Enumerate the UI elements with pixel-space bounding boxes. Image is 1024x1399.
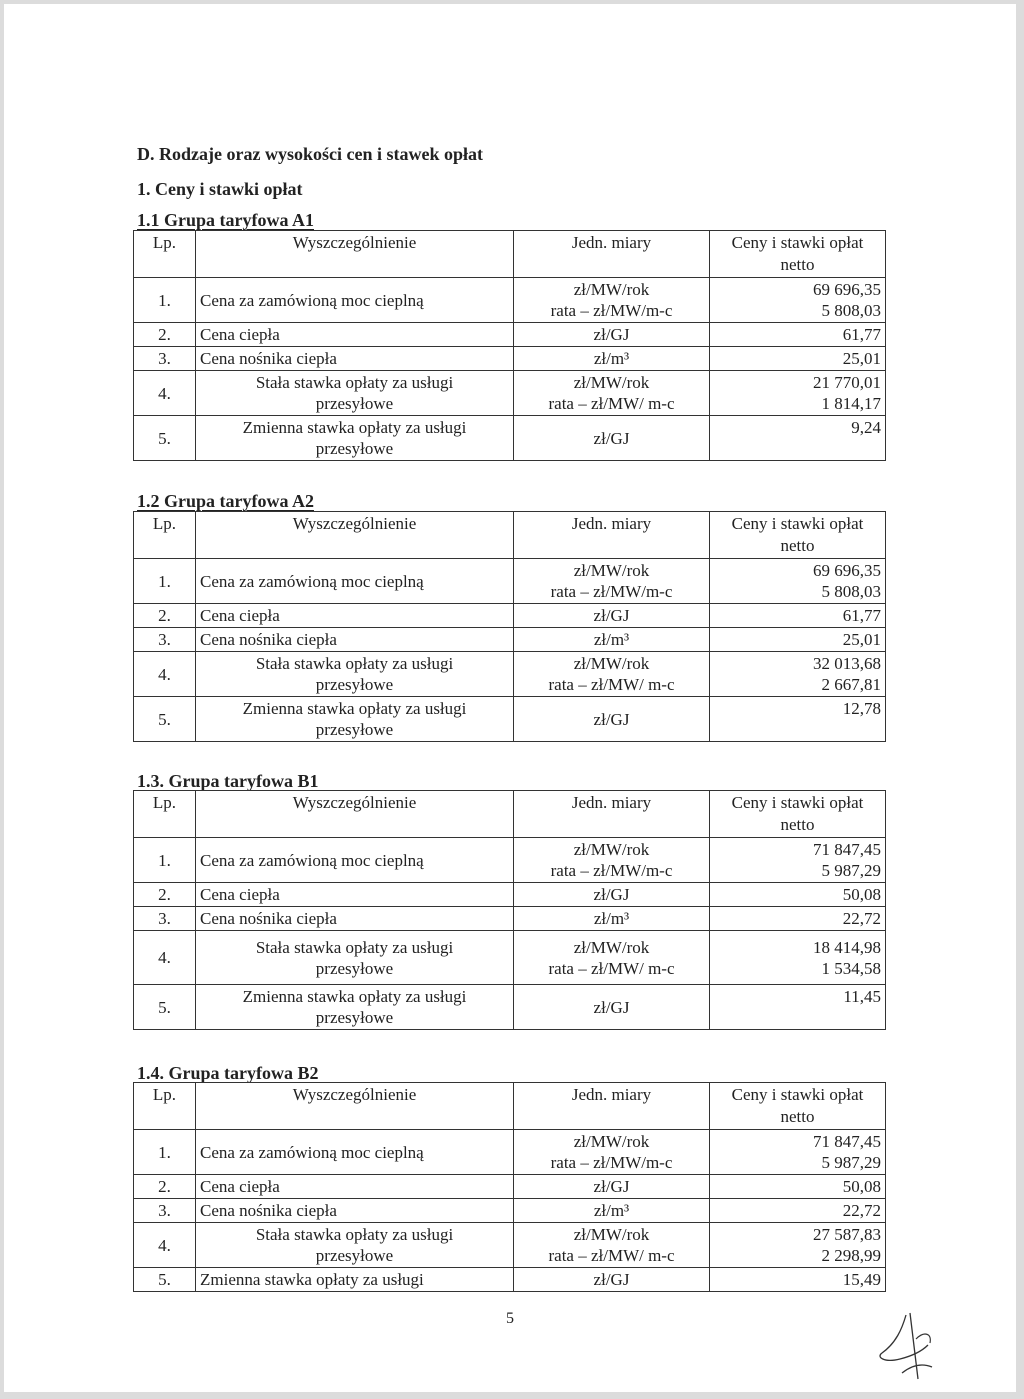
- row-price: 61,77: [710, 323, 886, 347]
- row-lp: 3.: [134, 1199, 196, 1223]
- row-lp: 5.: [134, 416, 196, 461]
- table-row: [134, 838, 886, 883]
- row-price: 12,78: [710, 697, 886, 742]
- row-description: Cena nośnika ciepła: [196, 347, 514, 371]
- row-unit: zł/GJ: [514, 883, 710, 907]
- table-row: [134, 604, 886, 628]
- row-lp: 2.: [134, 323, 196, 347]
- header-description: Wyszczególnienie: [196, 1083, 514, 1130]
- document-heading: D. Rodzaje oraz wysokości cen i stawek opłat: [137, 144, 483, 164]
- table-header-row: [134, 512, 886, 559]
- row-unit: zł/MW/rok rata – zł/MW/ m-c: [514, 371, 710, 416]
- table-row: [134, 697, 886, 742]
- row-price: 25,01: [710, 347, 886, 371]
- header-unit: Jedn. miary: [514, 231, 710, 278]
- signature-mark: [872, 1309, 942, 1384]
- row-price: 22,72: [710, 907, 886, 931]
- row-price: 69 696,35 5 808,03: [710, 559, 886, 604]
- table-row: [134, 323, 886, 347]
- table-row: [134, 1223, 886, 1268]
- row-lp: 1.: [134, 1130, 196, 1175]
- row-description: Stała stawka opłaty za usługi przesyłowe: [196, 931, 514, 985]
- row-description: Cena za zamówioną moc cieplną: [196, 838, 514, 883]
- table-row: [134, 1268, 886, 1292]
- row-description: Stała stawka opłaty za usługi przesyłowe: [196, 652, 514, 697]
- row-price: 50,08: [710, 1175, 886, 1199]
- header-unit: Jedn. miary: [514, 791, 710, 838]
- row-lp: 1.: [134, 559, 196, 604]
- table-row: [134, 559, 886, 604]
- row-lp: 1.: [134, 838, 196, 883]
- group-title-a1: 1.1 Grupa taryfowa A1: [137, 210, 314, 230]
- row-lp: 3.: [134, 347, 196, 371]
- row-description: Stała stawka opłaty za usługi przesyłowe: [196, 1223, 514, 1268]
- row-price: 21 770,01 1 814,17: [710, 371, 886, 416]
- header-price: Ceny i stawki opłat netto: [710, 1083, 886, 1130]
- row-price: 61,77: [710, 604, 886, 628]
- table-row: [134, 371, 886, 416]
- row-description: Zmienna stawka opłaty za usługi przesyłowe: [196, 416, 514, 461]
- header-description: Wyszczególnienie: [196, 791, 514, 838]
- header-price: Ceny i stawki opłat netto: [710, 512, 886, 559]
- header-price: Ceny i stawki opłat netto: [710, 231, 886, 278]
- table-row: [134, 1199, 886, 1223]
- row-lp: 5.: [134, 697, 196, 742]
- table-row: [134, 907, 886, 931]
- row-lp: 2.: [134, 883, 196, 907]
- table-row: [134, 347, 886, 371]
- row-description: Cena za zamówioną moc cieplną: [196, 1130, 514, 1175]
- header-unit: Jedn. miary: [514, 1083, 710, 1130]
- table-row: [134, 1130, 886, 1175]
- table-row: [134, 652, 886, 697]
- row-description: Cena za zamówioną moc cieplną: [196, 278, 514, 323]
- header-description: Wyszczególnienie: [196, 231, 514, 278]
- row-unit: zł/MW/rok rata – zł/MW/m-c: [514, 278, 710, 323]
- row-description: Cena ciepła: [196, 604, 514, 628]
- row-unit: zł/GJ: [514, 416, 710, 461]
- group-title-a2: 1.2 Grupa taryfowa A2: [137, 491, 314, 511]
- row-description: Zmienna stawka opłaty za usługi: [196, 1268, 514, 1292]
- header-lp: Lp.: [134, 1083, 196, 1130]
- table-row: [134, 278, 886, 323]
- table-row: [134, 931, 886, 985]
- table-header-row: [134, 1083, 886, 1130]
- row-description: Cena ciepła: [196, 323, 514, 347]
- row-lp: 5.: [134, 1268, 196, 1292]
- row-description: Stała stawka opłaty za usługi przesyłowe: [196, 371, 514, 416]
- table-header-row: [134, 231, 886, 278]
- row-unit: zł/GJ: [514, 604, 710, 628]
- tariff-table-b1: [133, 790, 886, 1030]
- row-unit: zł/MW/rok rata – zł/MW/ m-c: [514, 931, 710, 985]
- header-price: Ceny i stawki opłat netto: [710, 791, 886, 838]
- table-header-row: [134, 791, 886, 838]
- row-unit: zł/m³: [514, 347, 710, 371]
- row-price: 18 414,98 1 534,58: [710, 931, 886, 985]
- row-description: Cena ciepła: [196, 883, 514, 907]
- row-lp: 3.: [134, 628, 196, 652]
- row-unit: zł/m³: [514, 907, 710, 931]
- row-lp: 4.: [134, 371, 196, 416]
- row-price: 50,08: [710, 883, 886, 907]
- row-description: Zmienna stawka opłaty za usługi przesyłowe: [196, 697, 514, 742]
- row-lp: 5.: [134, 985, 196, 1030]
- tariff-table-b2: [133, 1082, 886, 1292]
- header-unit: Jedn. miary: [514, 512, 710, 559]
- row-description: Cena nośnika ciepła: [196, 628, 514, 652]
- row-unit: zł/GJ: [514, 985, 710, 1030]
- row-lp: 1.: [134, 278, 196, 323]
- row-description: Zmienna stawka opłaty za usługi przesyłowe: [196, 985, 514, 1030]
- row-description: Cena nośnika ciepła: [196, 1199, 514, 1223]
- row-unit: zł/GJ: [514, 1268, 710, 1292]
- group-title-b2: 1.4. Grupa taryfowa B2: [137, 1063, 319, 1083]
- row-price: 32 013,68 2 667,81: [710, 652, 886, 697]
- row-unit: zł/m³: [514, 628, 710, 652]
- row-lp: 4.: [134, 931, 196, 985]
- table-row: [134, 628, 886, 652]
- row-price: 71 847,45 5 987,29: [710, 838, 886, 883]
- row-unit: zł/MW/rok rata – zł/MW/m-c: [514, 559, 710, 604]
- row-price: 25,01: [710, 628, 886, 652]
- header-lp: Lp.: [134, 231, 196, 278]
- tariff-table-a2: [133, 511, 886, 742]
- row-price: 11,45: [710, 985, 886, 1030]
- header-lp: Lp.: [134, 512, 196, 559]
- document-page: [4, 4, 1016, 1392]
- row-unit: zł/GJ: [514, 1175, 710, 1199]
- row-description: Cena nośnika ciepła: [196, 907, 514, 931]
- row-unit: zł/MW/rok rata – zł/MW/m-c: [514, 838, 710, 883]
- row-unit: zł/GJ: [514, 697, 710, 742]
- page-number: 5: [506, 1310, 514, 1327]
- row-unit: zł/MW/rok rata – zł/MW/m-c: [514, 1130, 710, 1175]
- row-unit: zł/MW/rok rata – zł/MW/ m-c: [514, 652, 710, 697]
- header-lp: Lp.: [134, 791, 196, 838]
- row-lp: 4.: [134, 652, 196, 697]
- row-price: 9,24: [710, 416, 886, 461]
- row-unit: zł/m³: [514, 1199, 710, 1223]
- table-row: [134, 985, 886, 1030]
- row-lp: 3.: [134, 907, 196, 931]
- row-price: 71 847,45 5 987,29: [710, 1130, 886, 1175]
- row-lp: 4.: [134, 1223, 196, 1268]
- tariff-table-a1: [133, 230, 886, 461]
- row-lp: 2.: [134, 1175, 196, 1199]
- row-unit: zł/MW/rok rata – zł/MW/ m-c: [514, 1223, 710, 1268]
- row-price: 22,72: [710, 1199, 886, 1223]
- document-subheading: 1. Ceny i stawki opłat: [137, 179, 303, 199]
- row-price: 69 696,35 5 808,03: [710, 278, 886, 323]
- header-description: Wyszczególnienie: [196, 512, 514, 559]
- row-description: Cena za zamówioną moc cieplną: [196, 559, 514, 604]
- row-unit: zł/GJ: [514, 323, 710, 347]
- table-row: [134, 883, 886, 907]
- table-row: [134, 416, 886, 461]
- group-title-b1: 1.3. Grupa taryfowa B1: [137, 771, 319, 791]
- row-lp: 2.: [134, 604, 196, 628]
- row-price: 27 587,83 2 298,99: [710, 1223, 886, 1268]
- table-row: [134, 1175, 886, 1199]
- row-price: 15,49: [710, 1268, 886, 1292]
- row-description: Cena ciepła: [196, 1175, 514, 1199]
